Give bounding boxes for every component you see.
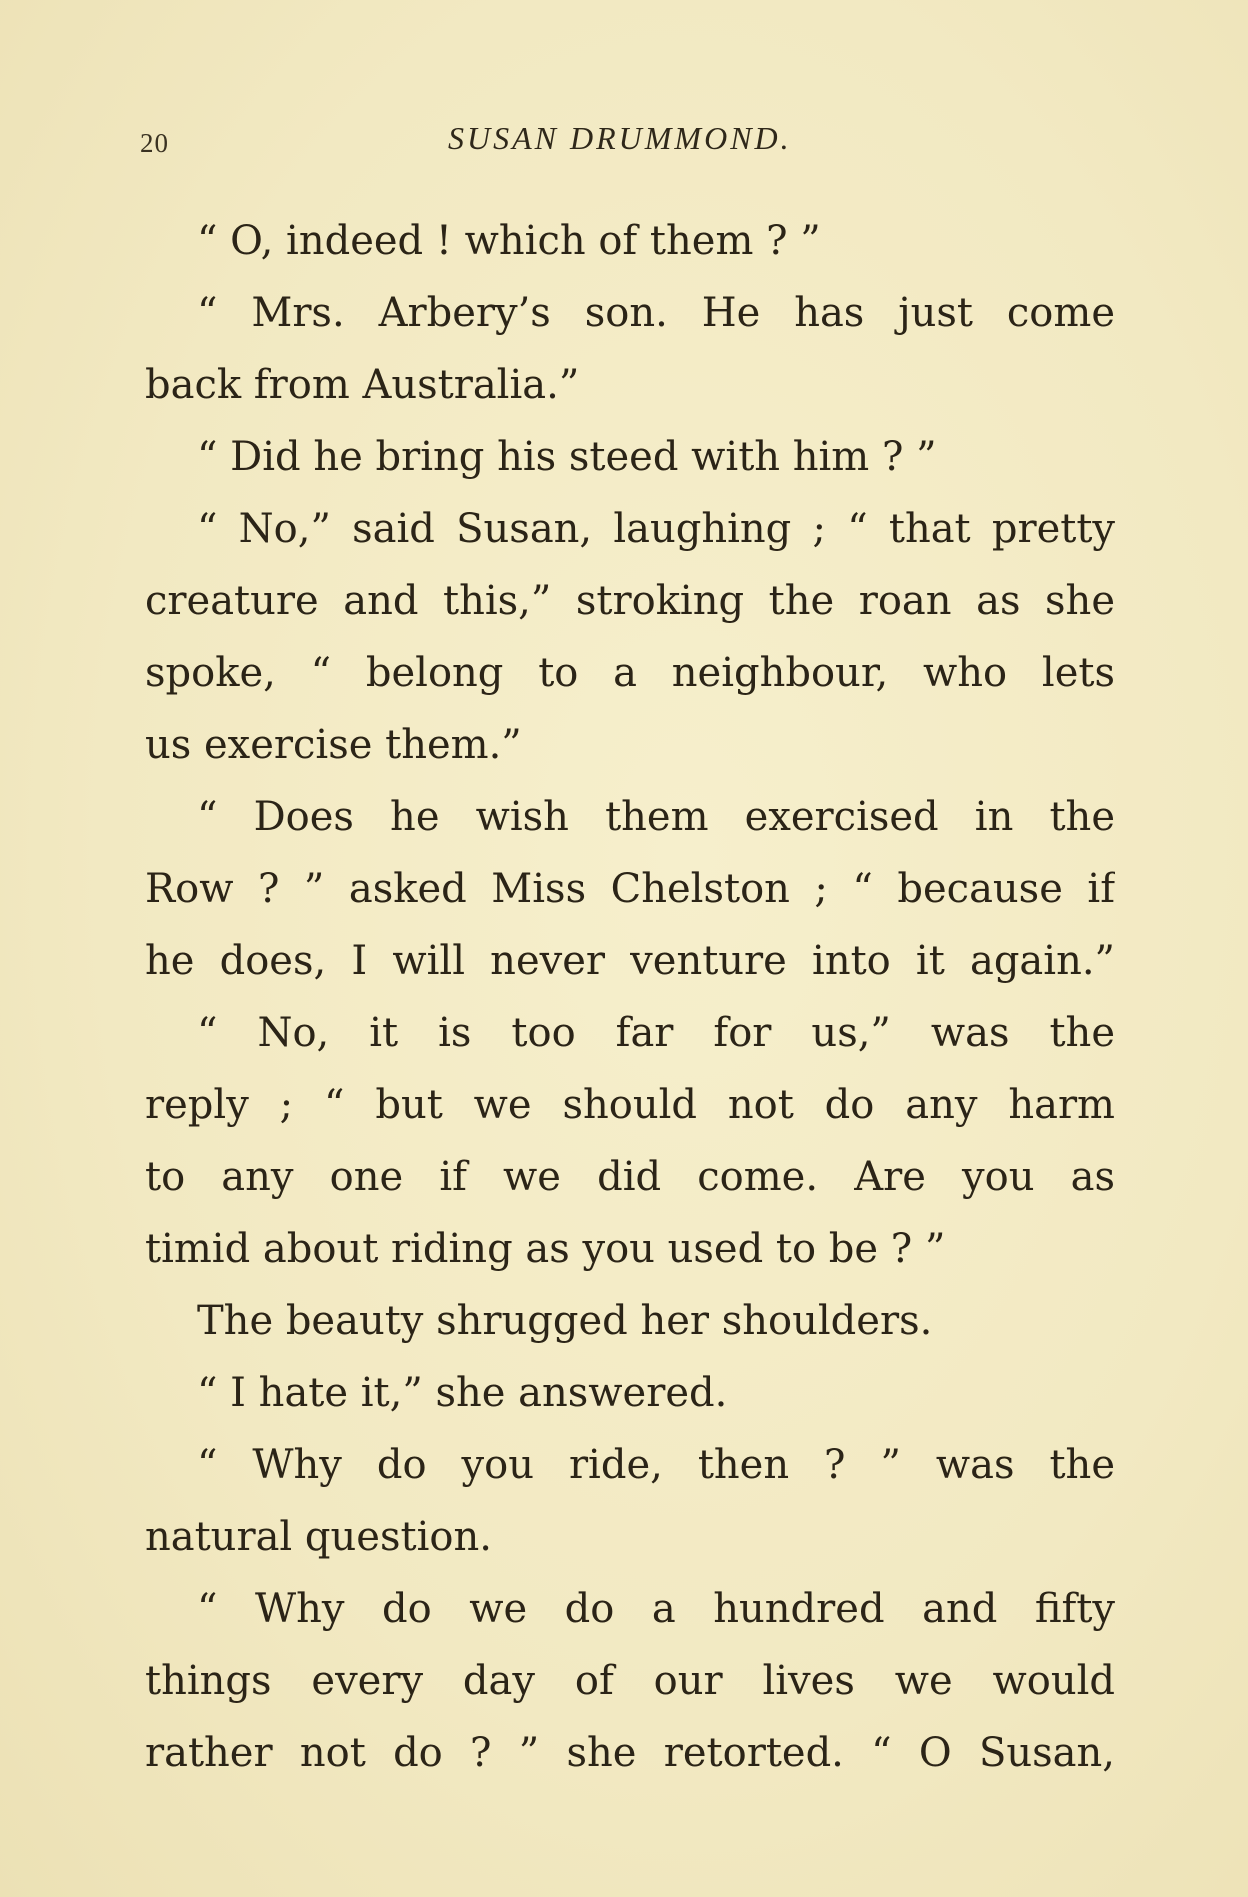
text-line: “ Why do we do a hundred and fifty — [197, 1586, 1115, 1632]
page-header — [140, 120, 1120, 170]
text-line: timid about riding as you used to be ? ” — [145, 1226, 946, 1272]
text-line: “ No, it is too far for us,” was the — [197, 1010, 1115, 1056]
text-line: “ Why do you ride, then ? ” was the — [197, 1442, 1115, 1488]
text-line: natural question. — [145, 1514, 492, 1560]
text-line: The beauty shrugged her shoulders. — [197, 1298, 933, 1344]
text-line: us exercise them.” — [145, 722, 522, 768]
text-line: reply ; “ but we should not do any harm — [145, 1082, 1115, 1128]
text-line: Row ? ” asked Miss Chelston ; “ because if — [145, 866, 1115, 912]
text-line: “ I hate it,” she answered. — [197, 1370, 728, 1416]
text-line: back from Australia.” — [145, 362, 580, 408]
text-line: “ Did he bring his steed with him ? ” — [197, 434, 937, 480]
body-text — [145, 205, 1115, 1789]
text-line: he does, I will never venture into it again.” — [145, 938, 1115, 984]
text-line: to any one if we did come. Are you as — [145, 1154, 1115, 1200]
text-line: things every day of our lives we would — [145, 1658, 1115, 1704]
page-number: 20 — [140, 128, 169, 158]
text-line: rather not do ? ” she retorted. “ O Susan, — [145, 1730, 1115, 1776]
text-line: “ Mrs. Arbery’s son. He has just come — [197, 290, 1115, 336]
running-title: SUSAN DRUMMOND. — [448, 120, 792, 156]
text-line: “ O, indeed ! which of them ? ” — [197, 218, 821, 264]
text-line: creature and this,” stroking the roan as she — [145, 578, 1115, 624]
text-line: “ No,” said Susan, laughing ; “ that pretty — [197, 506, 1115, 552]
text-line: “ Does he wish them exercised in the — [197, 794, 1115, 840]
text-line: spoke, “ belong to a neighbour, who lets — [145, 650, 1115, 696]
